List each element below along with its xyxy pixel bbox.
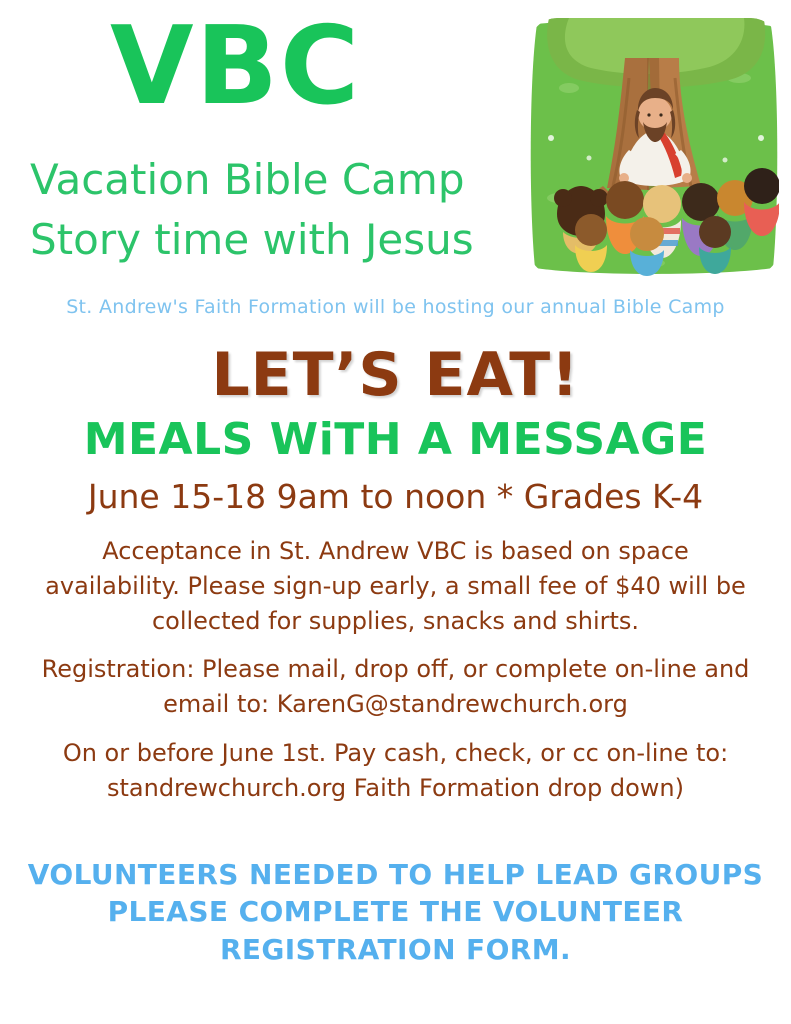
headline: LET’S EAT!: [211, 340, 580, 410]
jesus-with-children-illustration: [529, 18, 779, 276]
page-title: VBC: [110, 4, 362, 129]
subtitle-story-time: Story time with Jesus: [30, 215, 474, 264]
subheadline: MEALS WiTH A MESSAGE: [83, 414, 708, 465]
paragraph-registration: Registration: Please mail, drop off, or complete on-line and email to: KarenG@standrewchurch.org: [41, 655, 750, 719]
body-copy: [0, 534, 791, 806]
header-zone: [0, 0, 791, 290]
intro-line: St. Andrew's Faith Formation will be hosting our annual Bible Camp: [66, 296, 725, 318]
dates-line: June 15-18 9am to noon * Grades K-4: [87, 477, 704, 516]
volunteer-line-3: REGISTRATION FORM.: [219, 933, 572, 967]
paragraph-payment: On or before June 1st. Pay cash, check, or cc on-line to: standrewchurch.org Faith Formation drop down): [62, 738, 729, 802]
volunteer-callout: [0, 856, 791, 969]
paragraph-acceptance: Acceptance in St. Andrew VBC is based on space availability. Please sign-up early, a small fee of $40 will be collected for supplies, snacks and shirts.: [45, 537, 746, 635]
volunteer-line-2: PLEASE COMPLETE THE VOLUNTEER: [107, 895, 684, 929]
volunteer-line-1: VOLUNTEERS NEEDED TO HELP LEAD GROUPS: [27, 857, 764, 891]
subtitle-vacation-bible-camp: Vacation Bible Camp: [30, 155, 465, 204]
